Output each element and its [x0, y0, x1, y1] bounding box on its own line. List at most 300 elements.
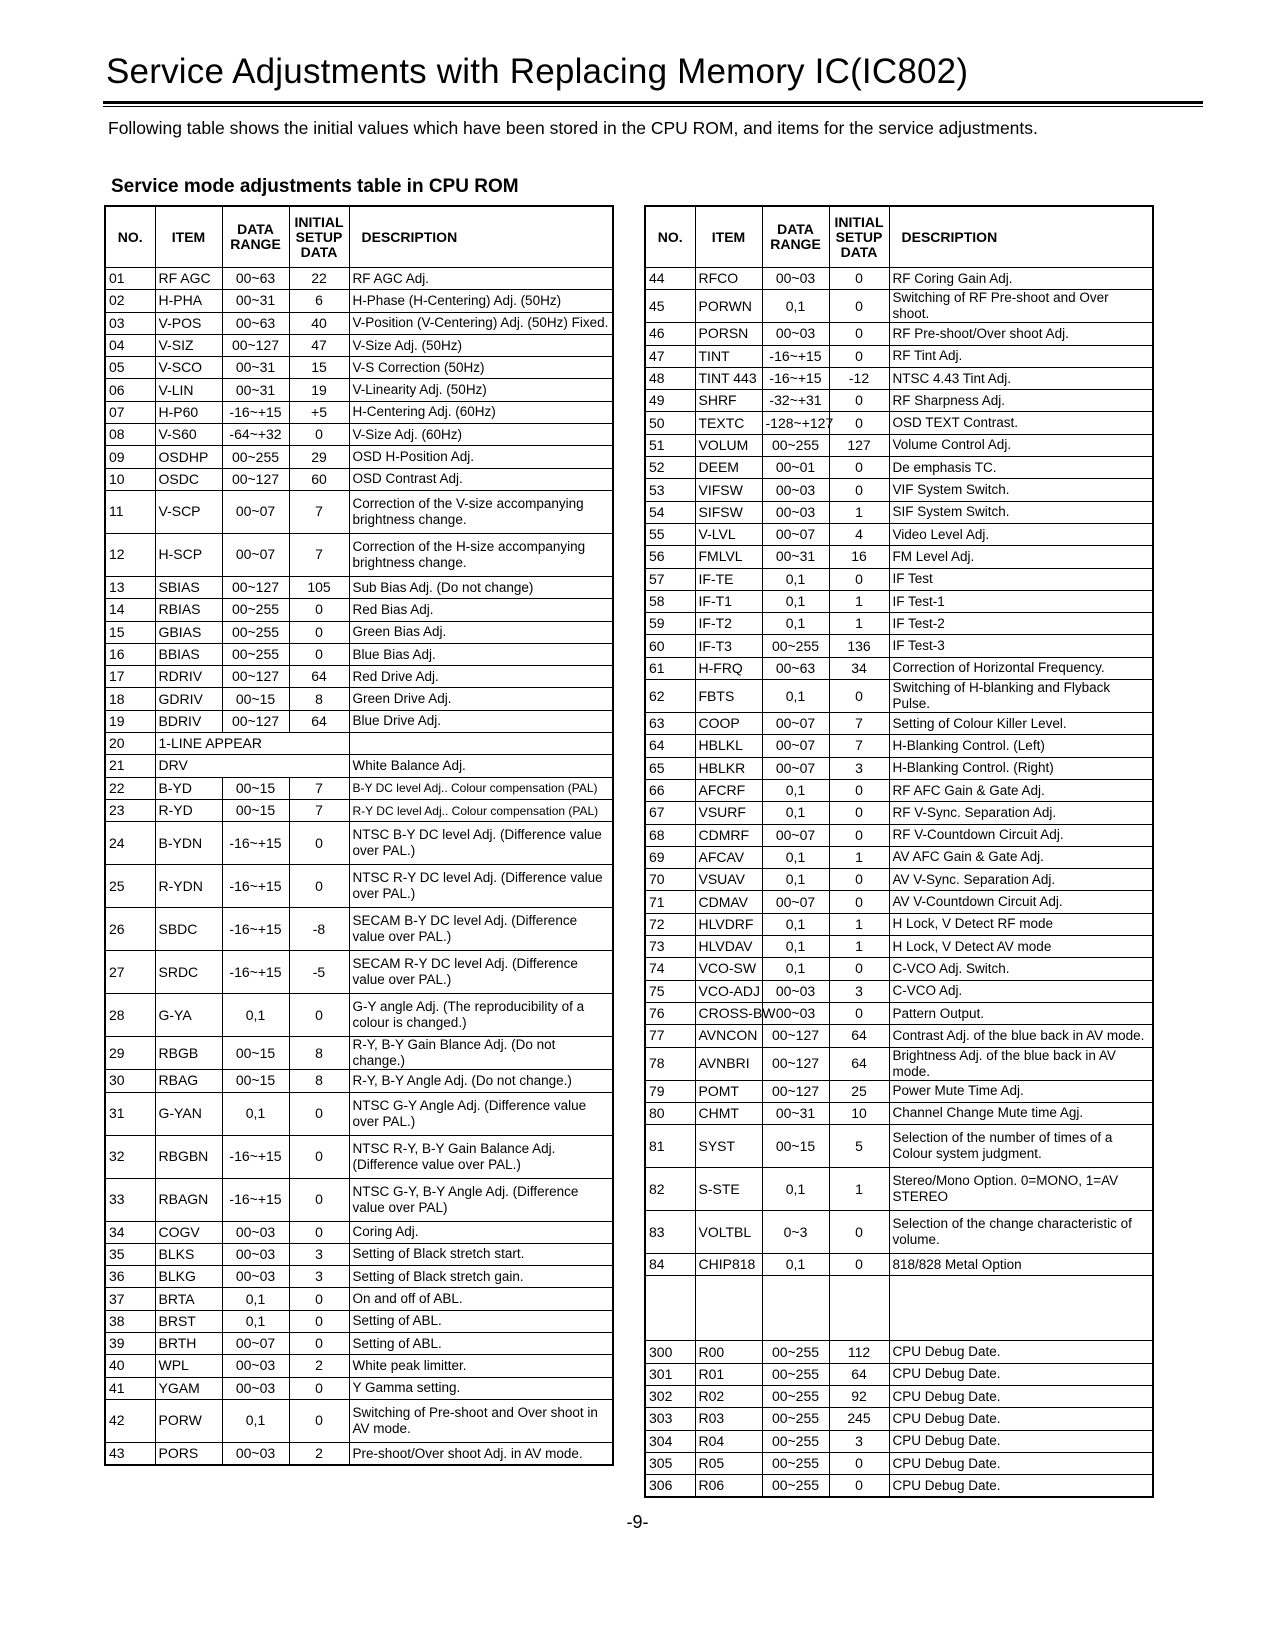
table-body-left — [105, 268, 613, 1466]
table-row — [105, 468, 613, 490]
cell-description: V-S Correction (50Hz) — [349, 357, 613, 379]
cell-range: 00~15 — [222, 777, 289, 799]
table-row — [645, 390, 1153, 412]
cell-initial — [829, 1276, 889, 1341]
cell-range: -16~+15 — [762, 345, 829, 367]
cell-range: 0,1 — [762, 1254, 829, 1276]
cell-item: WPL — [155, 1355, 222, 1377]
cell-no: 55 — [645, 523, 695, 545]
cell-no: 34 — [105, 1221, 155, 1243]
cell-initial: 64 — [829, 1025, 889, 1047]
cell-initial: 19 — [289, 379, 349, 401]
cell-item: V-SCO — [155, 357, 222, 379]
cell-item: CHMT — [695, 1102, 762, 1124]
cell-description: OSD Contrast Adj. — [349, 468, 613, 490]
table-row — [645, 1452, 1153, 1474]
cell-initial: 7 — [829, 713, 889, 735]
cell-initial: 0 — [829, 1475, 889, 1498]
cell-no: 44 — [645, 268, 695, 290]
cell-range: 00~03 — [762, 1002, 829, 1024]
cell-range: -32~+31 — [762, 390, 829, 412]
cell-range: 0,1 — [762, 913, 829, 935]
cell-item: CROSS-BW — [695, 1002, 762, 1024]
cell-item: SBIAS — [155, 576, 222, 598]
cell-initial: 0 — [829, 345, 889, 367]
cell-no: 63 — [645, 713, 695, 735]
cell-description: Setting of Colour Killer Level. — [889, 713, 1153, 735]
header-no: NO. — [645, 206, 695, 268]
cell-description: Selection of the number of times of a Colour system judgment. — [889, 1125, 1153, 1168]
cell-initial: 0 — [289, 643, 349, 665]
table-row — [105, 688, 613, 710]
table-row — [105, 1070, 613, 1092]
cell-item: BRTA — [155, 1288, 222, 1310]
cell-item: FBTS — [695, 680, 762, 713]
cell-item: H-P60 — [155, 401, 222, 423]
cell-no: 39 — [105, 1333, 155, 1355]
cell-initial: 0 — [829, 1002, 889, 1024]
cell-no: 25 — [105, 865, 155, 908]
cell-no: 81 — [645, 1125, 695, 1168]
cell-no: 09 — [105, 446, 155, 468]
cell-initial: -5 — [289, 951, 349, 994]
table-row — [645, 1002, 1153, 1024]
cell-range: 00~03 — [762, 268, 829, 290]
cell-item: PORWN — [695, 290, 762, 323]
table-row — [645, 613, 1153, 635]
table-row — [105, 490, 613, 533]
cell-initial: 0 — [829, 680, 889, 713]
cell-description: Sub Bias Adj. (Do not change) — [349, 576, 613, 598]
cell-no: 82 — [645, 1168, 695, 1211]
cell-item: RBAGN — [155, 1178, 222, 1221]
cell-initial: 2 — [289, 1355, 349, 1377]
cell-description: H-Blanking Control. (Left) — [889, 735, 1153, 757]
cell-range: 00~127 — [222, 666, 289, 688]
table-row — [645, 735, 1153, 757]
cell-initial: 8 — [289, 1037, 349, 1070]
cell-item: H-PHA — [155, 290, 222, 312]
cell-description: Setting of Black stretch gain. — [349, 1266, 613, 1288]
cell-no: 08 — [105, 424, 155, 446]
cell-no: 70 — [645, 869, 695, 891]
cell-no: 31 — [105, 1092, 155, 1135]
cell-no: 54 — [645, 501, 695, 523]
cell-item: R02 — [695, 1385, 762, 1407]
cell-item: B-YD — [155, 777, 222, 799]
cell-no: 305 — [645, 1452, 695, 1474]
cell-range: 0,1 — [762, 1168, 829, 1211]
cell-item: SRDC — [155, 951, 222, 994]
table-row — [645, 1276, 1153, 1341]
cell-item: SIFSW — [695, 501, 762, 523]
cell-description: Switching of RF Pre-shoot and Over shoot. — [889, 290, 1153, 323]
cell-description: Setting of ABL. — [349, 1333, 613, 1355]
cell-description: C-VCO Adj. Switch. — [889, 958, 1153, 980]
cell-description: SIF System Switch. — [889, 501, 1153, 523]
cell-item: RBAG — [155, 1070, 222, 1092]
cell-no: 60 — [645, 635, 695, 657]
cell-initial: 40 — [289, 312, 349, 334]
cell-item: YGAM — [155, 1377, 222, 1399]
cell-initial: 3 — [829, 1430, 889, 1452]
cell-range: 00~255 — [762, 1363, 829, 1385]
cell-no: 46 — [645, 323, 695, 345]
cell-item: COGV — [155, 1221, 222, 1243]
cell-initial: 25 — [829, 1080, 889, 1102]
table-row — [105, 865, 613, 908]
cell-range: 0,1 — [222, 1092, 289, 1135]
table-row — [105, 1399, 613, 1442]
cell-no: 40 — [105, 1355, 155, 1377]
table-row — [645, 779, 1153, 801]
cell-no: 10 — [105, 468, 155, 490]
cell-description: Setting of Black stretch start. — [349, 1243, 613, 1265]
cell-no: 53 — [645, 479, 695, 501]
cell-range: 00~03 — [762, 980, 829, 1002]
cell-description: IF Test-1 — [889, 590, 1153, 612]
cell-range: 0,1 — [762, 802, 829, 824]
cell-no: 21 — [105, 755, 155, 777]
cell-initial: 29 — [289, 446, 349, 468]
cell-description: SECAM R-Y DC level Adj. (Difference value over PAL.) — [349, 951, 613, 994]
cell-description: Coring Adj. — [349, 1221, 613, 1243]
cell-range: 00~255 — [222, 446, 289, 468]
cell-initial: 0 — [829, 412, 889, 434]
page-title: Service Adjustments with Replacing Memory IC(IC802) — [106, 52, 969, 91]
cell-description: Video Level Adj. — [889, 523, 1153, 545]
cell-initial: 7 — [289, 490, 349, 533]
cell-no: 33 — [105, 1178, 155, 1221]
table-row — [645, 1363, 1153, 1385]
cell-item: HLVDRF — [695, 913, 762, 935]
cell-no: 75 — [645, 980, 695, 1002]
table-row — [105, 1333, 613, 1355]
cell-range: 00~15 — [222, 799, 289, 821]
adjustments-table-left — [104, 205, 614, 1466]
cell-item: H-SCP — [155, 533, 222, 576]
cell-description: Selection of the change characteristic of volume. — [889, 1211, 1153, 1254]
cell-description: 818/828 Metal Option — [889, 1254, 1153, 1276]
cell-description: White Balance Adj. — [349, 755, 613, 777]
table-row — [105, 576, 613, 598]
cell-no: 57 — [645, 568, 695, 590]
cell-description: AV V-Countdown Circuit Adj. — [889, 891, 1153, 913]
cell-no: 12 — [105, 533, 155, 576]
table-row — [105, 1037, 613, 1070]
cell-initial: 3 — [289, 1243, 349, 1265]
cell-initial: 60 — [289, 468, 349, 490]
table-row — [645, 1125, 1153, 1168]
cell-description: H-Phase (H-Centering) Adj. (50Hz) — [349, 290, 613, 312]
cell-no: 28 — [105, 994, 155, 1037]
cell-initial: 0 — [289, 1221, 349, 1243]
cell-item: RF AGC — [155, 268, 222, 290]
cell-description: Blue Bias Adj. — [349, 643, 613, 665]
table-row — [645, 713, 1153, 735]
cell-no: 301 — [645, 1363, 695, 1385]
cell-description: V-Size Adj. (60Hz) — [349, 424, 613, 446]
cell-item: R-YD — [155, 799, 222, 821]
cell-description: Green Bias Adj. — [349, 621, 613, 643]
cell-description: NTSC 4.43 Tint Adj. — [889, 367, 1153, 389]
cell-range: 00~31 — [222, 357, 289, 379]
table-row — [645, 568, 1153, 590]
cell-range: 00~31 — [222, 379, 289, 401]
header-description: DESCRIPTION — [349, 206, 613, 268]
cell-no: 66 — [645, 779, 695, 801]
cell-initial: 0 — [289, 1092, 349, 1135]
cell-no: 67 — [645, 802, 695, 824]
cell-item: 1-LINE APPEAR — [155, 733, 349, 755]
cell-no: 15 — [105, 621, 155, 643]
cell-range: 00~127 — [222, 576, 289, 598]
cell-initial: 64 — [289, 666, 349, 688]
cell-no: 23 — [105, 799, 155, 821]
cell-description: CPU Debug Date. — [889, 1475, 1153, 1498]
cell-initial: +5 — [289, 401, 349, 423]
cell-no: 306 — [645, 1475, 695, 1498]
table-row — [645, 1025, 1153, 1047]
table-row — [645, 434, 1153, 456]
cell-range: 00~31 — [222, 290, 289, 312]
cell-no: 56 — [645, 546, 695, 568]
table-row — [645, 1080, 1153, 1102]
cell-range: 00~255 — [762, 1341, 829, 1363]
cell-initial: 0 — [829, 268, 889, 290]
table-row — [645, 1475, 1153, 1498]
cell-initial: 1 — [829, 936, 889, 958]
cell-no: 43 — [105, 1442, 155, 1465]
cell-description: RF Sharpness Adj. — [889, 390, 1153, 412]
cell-no: 03 — [105, 312, 155, 334]
cell-item: AVNBRI — [695, 1047, 762, 1080]
cell-initial: 0 — [829, 1452, 889, 1474]
cell-item: CHIP818 — [695, 1254, 762, 1276]
cell-description: V-Linearity Adj. (50Hz) — [349, 379, 613, 401]
cell-item: TINT — [695, 345, 762, 367]
cell-initial: 0 — [829, 958, 889, 980]
cell-no: 303 — [645, 1408, 695, 1430]
cell-no: 69 — [645, 846, 695, 868]
cell-item: RBGB — [155, 1037, 222, 1070]
cell-description: SECAM B-Y DC level Adj. (Difference value over PAL.) — [349, 908, 613, 951]
cell-no: 72 — [645, 913, 695, 935]
header-no: NO. — [105, 206, 155, 268]
cell-range: 00~255 — [762, 1475, 829, 1498]
cell-item: RBIAS — [155, 599, 222, 621]
cell-no: 84 — [645, 1254, 695, 1276]
cell-item: R-YDN — [155, 865, 222, 908]
cell-no: 79 — [645, 1080, 695, 1102]
cell-description: De emphasis TC. — [889, 457, 1153, 479]
cell-item: HBLKL — [695, 735, 762, 757]
cell-item: CDMRF — [695, 824, 762, 846]
cell-no: 65 — [645, 757, 695, 779]
table-row — [105, 268, 613, 290]
table-row — [105, 379, 613, 401]
cell-item: SBDC — [155, 908, 222, 951]
cell-description: Stereo/Mono Option. 0=MONO, 1=AV STEREO — [889, 1168, 1153, 1211]
cell-range: 00~63 — [222, 312, 289, 334]
cell-description: RF Pre-shoot/Over shoot Adj. — [889, 323, 1153, 345]
cell-no: 24 — [105, 822, 155, 865]
cell-description: CPU Debug Date. — [889, 1430, 1153, 1452]
cell-initial: 8 — [289, 1070, 349, 1092]
cell-range: 00~255 — [762, 1430, 829, 1452]
cell-item: VSUAV — [695, 869, 762, 891]
cell-item: R00 — [695, 1341, 762, 1363]
table-row — [645, 936, 1153, 958]
cell-no: 26 — [105, 908, 155, 951]
cell-range: 00~63 — [762, 657, 829, 679]
cell-description: Correction of Horizontal Frequency. — [889, 657, 1153, 679]
cell-item: VSURF — [695, 802, 762, 824]
cell-item: V-SIZ — [155, 334, 222, 356]
cell-range: 00~255 — [222, 621, 289, 643]
cell-description: Blue Drive Adj. — [349, 710, 613, 732]
cell-range: -16~+15 — [222, 1135, 289, 1178]
cell-description: H-Blanking Control. (Right) — [889, 757, 1153, 779]
cell-range: 00~07 — [762, 757, 829, 779]
cell-initial: 1 — [829, 501, 889, 523]
table-row — [645, 367, 1153, 389]
table-row — [645, 1102, 1153, 1124]
cell-description: IF Test-2 — [889, 613, 1153, 635]
table-row — [105, 1442, 613, 1465]
cell-no: 27 — [105, 951, 155, 994]
cell-item: AVNCON — [695, 1025, 762, 1047]
cell-initial: 245 — [829, 1408, 889, 1430]
cell-description: OSD H-Position Adj. — [349, 446, 613, 468]
cell-initial: 0 — [289, 1288, 349, 1310]
table-row — [645, 680, 1153, 713]
cell-item: G-YA — [155, 994, 222, 1037]
cell-description: NTSC R-Y, B-Y Gain Balance Adj. (Difference value over PAL.) — [349, 1135, 613, 1178]
cell-no: 45 — [645, 290, 695, 323]
cell-item: AFCAV — [695, 846, 762, 868]
page-number: -9- — [626, 1512, 649, 1532]
cell-no: 32 — [105, 1135, 155, 1178]
table-row — [645, 479, 1153, 501]
cell-initial: 127 — [829, 434, 889, 456]
cell-no: 07 — [105, 401, 155, 423]
cell-range: 00~15 — [222, 688, 289, 710]
cell-description: RF AGC Adj. — [349, 268, 613, 290]
cell-range: -64~+32 — [222, 424, 289, 446]
cell-item: R06 — [695, 1475, 762, 1498]
cell-no: 76 — [645, 1002, 695, 1024]
cell-initial: 1 — [829, 913, 889, 935]
cell-item: R01 — [695, 1363, 762, 1385]
cell-item: IF-T2 — [695, 613, 762, 635]
table-row — [105, 777, 613, 799]
cell-range: 0,1 — [762, 680, 829, 713]
table-subtitle: Service mode adjustments table in CPU ROM — [111, 176, 519, 197]
cell-no: 17 — [105, 666, 155, 688]
cell-range: -16~+15 — [222, 908, 289, 951]
cell-item: VCO-ADJ — [695, 980, 762, 1002]
cell-range: 0,1 — [762, 290, 829, 323]
header-item: ITEM — [155, 206, 222, 268]
cell-item: R04 — [695, 1430, 762, 1452]
cell-no: 300 — [645, 1341, 695, 1363]
table-row — [105, 799, 613, 821]
cell-item — [695, 1276, 762, 1341]
cell-no: 51 — [645, 434, 695, 456]
cell-item: AFCRF — [695, 779, 762, 801]
cell-description: H Lock, V Detect AV mode — [889, 936, 1153, 958]
cell-item: POMT — [695, 1080, 762, 1102]
cell-range: 00~03 — [222, 1442, 289, 1465]
cell-item: SHRF — [695, 390, 762, 412]
cell-description: Switching of H-blanking and Flyback Pulse. — [889, 680, 1153, 713]
cell-no: 41 — [105, 1377, 155, 1399]
table-row — [105, 533, 613, 576]
cell-initial: 0 — [289, 424, 349, 446]
table-row — [105, 312, 613, 334]
cell-item: VCO-SW — [695, 958, 762, 980]
cell-no: 64 — [645, 735, 695, 757]
table-row — [105, 951, 613, 994]
table-row — [105, 666, 613, 688]
cell-range: 00~255 — [762, 635, 829, 657]
cell-description: FM Level Adj. — [889, 546, 1153, 568]
table-row — [105, 1243, 613, 1265]
cell-no: 52 — [645, 457, 695, 479]
cell-item: BLKS — [155, 1243, 222, 1265]
cell-item: BRST — [155, 1310, 222, 1332]
cell-initial: 22 — [289, 268, 349, 290]
table-row — [645, 824, 1153, 846]
cell-no: 04 — [105, 334, 155, 356]
cell-description: RF V-Countdown Circuit Adj. — [889, 824, 1153, 846]
table-row — [105, 424, 613, 446]
table-row — [645, 546, 1153, 568]
cell-description: NTSC B-Y DC level Adj. (Difference value over PAL.) — [349, 822, 613, 865]
table-row — [105, 822, 613, 865]
cell-item: TEXTC — [695, 412, 762, 434]
table-row — [645, 501, 1153, 523]
cell-range: 00~255 — [762, 1452, 829, 1474]
table-body-right — [645, 268, 1153, 1498]
table-row — [645, 1254, 1153, 1276]
cell-range — [762, 1276, 829, 1341]
cell-no: 13 — [105, 576, 155, 598]
cell-initial: 0 — [289, 1310, 349, 1332]
cell-initial: 7 — [289, 533, 349, 576]
cell-description: NTSC G-Y Angle Adj. (Difference value over PAL.) — [349, 1092, 613, 1135]
cell-description: C-VCO Adj. — [889, 980, 1153, 1002]
cell-item: VOLUM — [695, 434, 762, 456]
cell-initial: 0 — [289, 621, 349, 643]
cell-item: HBLKR — [695, 757, 762, 779]
cell-initial: 3 — [829, 757, 889, 779]
cell-range: 0~3 — [762, 1211, 829, 1254]
cell-no: 61 — [645, 657, 695, 679]
cell-range: 00~03 — [222, 1266, 289, 1288]
cell-initial: 7 — [829, 735, 889, 757]
cell-no: 49 — [645, 390, 695, 412]
cell-item: G-YAN — [155, 1092, 222, 1135]
cell-description: NTSC G-Y, B-Y Angle Adj. (Difference value over PAL) — [349, 1178, 613, 1221]
cell-range: 00~127 — [762, 1047, 829, 1080]
table-row — [645, 590, 1153, 612]
cell-item: CDMAV — [695, 891, 762, 913]
cell-description: NTSC R-Y DC level Adj. (Difference value over PAL.) — [349, 865, 613, 908]
cell-no: 48 — [645, 367, 695, 389]
cell-no: 36 — [105, 1266, 155, 1288]
